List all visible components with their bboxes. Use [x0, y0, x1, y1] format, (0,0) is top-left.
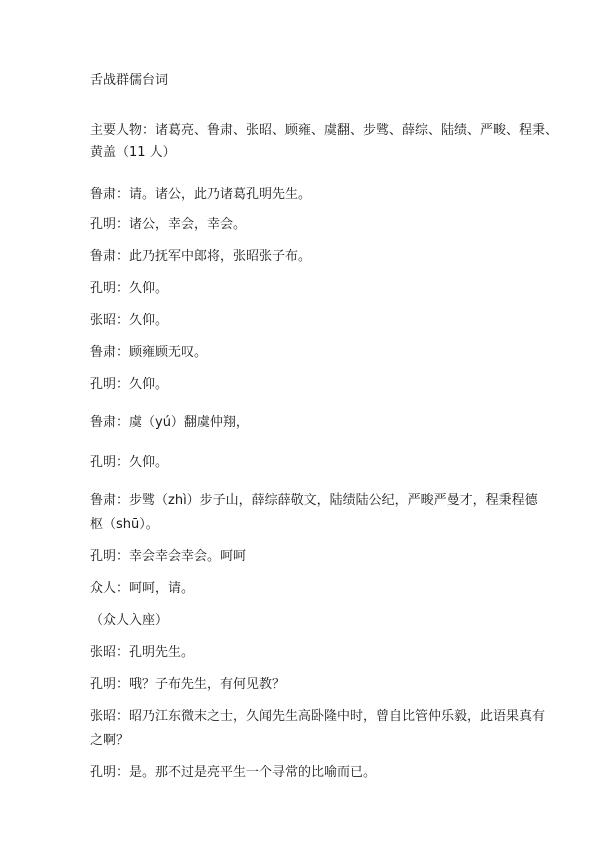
dialogue-line: 鲁肃：虞（yú）翻虞仲翔，	[90, 415, 249, 430]
dialogue-line: 众人：呵呵，请。	[90, 581, 195, 596]
dialogue-line: 张昭：孔明先生。	[90, 645, 195, 660]
cast-list-line-2: 黄盖（11 人）	[90, 145, 176, 160]
dialogue-line-continued: 枢（shū）。	[90, 517, 159, 532]
dialogue-line: 张昭：昭乃江东微末之士，久闻先生高卧隆中时，曾自比管仲乐毅，此语果真有	[90, 709, 546, 724]
cast-list-line-1: 主要人物：诸葛亮、鲁肃、张昭、顾雍、虞翻、步骘、薛综、陆绩、严畯、程秉、	[90, 123, 559, 138]
dialogue-line-continued: 之啊？	[90, 733, 130, 748]
document-title: 舌战群儒台词	[90, 73, 169, 88]
dialogue-line: 孔明：哦？子布先生，有何见教？	[90, 677, 286, 692]
dialogue-line: 孔明：是。那不过是亮平生一个寻常的比喻而已。	[90, 765, 377, 780]
dialogue-line: 张昭：久仰。	[90, 313, 169, 328]
dialogue-line: 鲁肃：请。诸公，此乃诸葛孔明先生。	[90, 187, 312, 202]
dialogue-line: 鲁肃：步骘（zhì）步子山，薛综薛敬文，陆绩陆公纪，严畯严曼才，程秉程德	[90, 493, 538, 508]
stage-direction: （众人入座）	[90, 613, 169, 628]
dialogue-line: 鲁肃：此乃抚军中郎将，张昭张子布。	[90, 249, 312, 264]
dialogue-line: 孔明：久仰。	[90, 377, 169, 392]
dialogue-line: 孔明：幸会幸会幸会。呵呵	[90, 549, 247, 564]
dialogue-line: 孔明：久仰。	[90, 281, 169, 296]
dialogue-line: 鲁肃：顾雍顾无叹。	[90, 345, 208, 360]
dialogue-line: 孔明：久仰。	[90, 455, 169, 470]
dialogue-line: 孔明：诸公，幸会，幸会。	[90, 217, 247, 232]
